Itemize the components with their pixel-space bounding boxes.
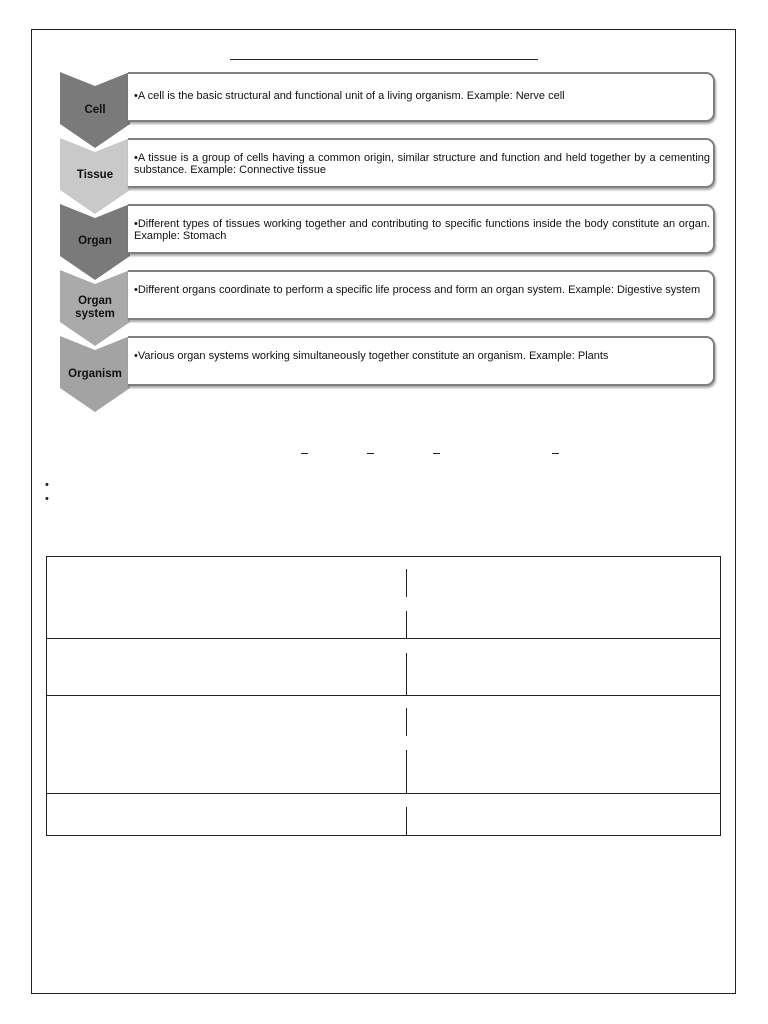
table-rule [406,708,407,736]
table-rule [406,750,407,794]
table-rule [720,556,721,836]
table-rule [46,793,721,794]
table-rule [406,653,407,696]
table-rule [46,835,721,836]
table-rule [46,556,721,557]
table-rule [46,556,47,836]
description-box [128,336,715,386]
description-text: •A cell is the basic structural and functional unit of a living organism. Example: Nerve cell [134,90,565,102]
blank-mark [552,453,559,454]
table-rule [406,569,407,597]
level-organism [60,336,716,392]
level-organ-system [60,270,716,326]
table-rule [46,695,721,696]
description-box [128,138,715,188]
table-rule [406,807,407,836]
description-box [128,72,715,122]
comparison-table [46,556,721,836]
blank-mark [301,453,308,454]
blank-marks-row [0,453,768,459]
table-rule [406,611,407,639]
blank-mark [433,453,440,454]
description-box [128,204,715,254]
level-organ [60,204,716,260]
level-cell [60,72,716,128]
blank-mark [367,453,374,454]
description-box [128,270,715,320]
bullet-item: • [45,479,49,491]
level-label: Organism [68,368,122,380]
level-tissue [60,138,716,194]
bullet-list [45,478,345,506]
table-rule [46,638,721,639]
description-text: •A tissue is a group of cells having a common origin, similar structure and function and held together by a cementing substance. Example: Connective tissue [134,152,710,176]
description-text: •Different organs coordinate to perform a specific life process and form an organ system. Example: Digestive system [134,284,701,296]
description-text: •Various organ systems working simultaneously together constitute an organism. Example: Plants [134,350,609,362]
level-label: Organ system [75,295,115,320]
levels-of-organization-diagram [0,0,768,420]
level-label: Tissue [76,169,114,181]
bullet-item: • [45,493,49,505]
description-text: •Different types of tissues working together and contributing to specific functions inside the body constitute an organ. Example: Stomach [134,218,710,242]
level-label: Cell [84,104,106,116]
level-label: Organ [78,235,112,247]
